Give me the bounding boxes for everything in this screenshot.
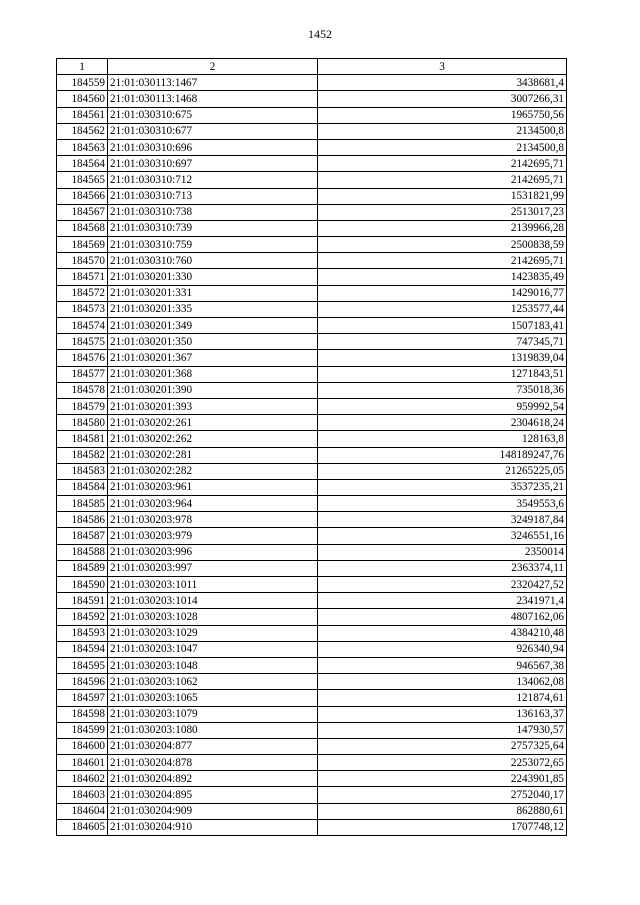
table-row [57,690,567,706]
cadastral-number-cell: 21:01:030203:996 [108,544,318,560]
cadastral-value-cell: 2341971,4 [318,593,567,609]
cadastral-value-cell: 926340,94 [318,641,567,657]
table-row [57,366,567,382]
column-header-3: 3 [318,59,567,75]
cadastral-number-cell: 21:01:030203:964 [108,496,318,512]
table-row [57,172,567,188]
row-number-cell: 184567 [57,204,108,220]
cadastral-value-cell: 1319839,04 [318,350,567,366]
cadastral-number-cell: 21:01:030310:712 [108,172,318,188]
cadastral-value-cell: 2363374,11 [318,560,567,576]
table-row [57,609,567,625]
table-row [57,75,567,91]
table-row [57,706,567,722]
table-row [57,123,567,139]
cadastral-value-cell: 2134500,8 [318,123,567,139]
cadastral-number-cell: 21:01:030204:878 [108,755,318,771]
cadastral-value-cell: 136163,37 [318,706,567,722]
table-row [57,560,567,576]
cadastral-number-cell: 21:01:030203:1028 [108,609,318,625]
cadastral-number-cell: 21:01:030204:877 [108,738,318,754]
row-number-cell: 184570 [57,253,108,269]
table-row [57,285,567,301]
cadastral-value-cell: 3537235,21 [318,479,567,495]
row-number-cell: 184586 [57,512,108,528]
cadastral-number-cell: 21:01:030203:961 [108,479,318,495]
row-number-cell: 184585 [57,496,108,512]
table-row [57,496,567,512]
cadastral-number-cell: 21:01:030310:759 [108,237,318,253]
cadastral-value-cell: 959992,54 [318,398,567,414]
row-number-cell: 184597 [57,690,108,706]
cadastral-value-cell: 2253072,65 [318,755,567,771]
table-row [57,269,567,285]
cadastral-number-cell: 21:01:030204:892 [108,771,318,787]
cadastral-number-cell: 21:01:030310:713 [108,188,318,204]
table-row [57,593,567,609]
table-row [57,91,567,107]
cadastral-value-cell: 3246551,16 [318,528,567,544]
cadastral-value-cell: 1531821,99 [318,188,567,204]
table-row [57,787,567,803]
cadastral-value-cell: 147930,57 [318,722,567,738]
row-number-cell: 184598 [57,706,108,722]
cadastral-value-cell: 3438681,4 [318,75,567,91]
cadastral-value-cell: 2752040,17 [318,787,567,803]
row-number-cell: 184574 [57,318,108,334]
row-number-cell: 184580 [57,415,108,431]
row-number-cell: 184595 [57,657,108,673]
cadastral-value-cell: 2142695,71 [318,156,567,172]
cadastral-number-cell: 21:01:030203:1062 [108,674,318,690]
cadastral-number-cell: 21:01:030310:697 [108,156,318,172]
cadastral-value-cell: 3007266,31 [318,91,567,107]
cadastral-value-cell: 862880,61 [318,803,567,819]
column-header-2: 2 [108,59,318,75]
cadastral-number-cell: 21:01:030202:261 [108,415,318,431]
table-row [57,431,567,447]
row-number-cell: 184568 [57,220,108,236]
cadastral-value-cell: 1507183,41 [318,318,567,334]
row-number-cell: 184573 [57,301,108,317]
table-row [57,139,567,155]
cadastral-value-cell: 747345,71 [318,334,567,350]
cadastral-number-cell: 21:01:030204:910 [108,819,318,835]
cadastral-number-cell: 21:01:030203:1014 [108,593,318,609]
cadastral-value-cell: 2134500,8 [318,139,567,155]
cadastral-value-cell: 128163,8 [318,431,567,447]
cadastral-value-cell: 735018,36 [318,382,567,398]
row-number-cell: 184560 [57,91,108,107]
cadastral-number-cell: 21:01:030201:368 [108,366,318,382]
cadastral-number-cell: 21:01:030201:335 [108,301,318,317]
table-row [57,755,567,771]
row-number-cell: 184576 [57,350,108,366]
row-number-cell: 184584 [57,479,108,495]
cadastral-value-cell: 3549553,6 [318,496,567,512]
cadastral-number-cell: 21:01:030113:1467 [108,75,318,91]
table-row [57,318,567,334]
table-row [57,220,567,236]
row-number-cell: 184571 [57,269,108,285]
table-row [57,156,567,172]
table-row [57,577,567,593]
cadastral-value-cell: 2513017,23 [318,204,567,220]
table-row [57,819,567,835]
table-row [57,738,567,754]
table-row [57,382,567,398]
row-number-cell: 184565 [57,172,108,188]
row-number-cell: 184577 [57,366,108,382]
row-number-cell: 184600 [57,738,108,754]
row-number-cell: 184578 [57,382,108,398]
row-number-cell: 184581 [57,431,108,447]
table-row [57,188,567,204]
row-number-cell: 184587 [57,528,108,544]
column-header-1: 1 [57,59,108,75]
row-number-cell: 184588 [57,544,108,560]
cadastral-value-cell: 946567,38 [318,657,567,673]
cadastral-value-cell: 1707748,12 [318,819,567,835]
table-row [57,544,567,560]
row-number-cell: 184562 [57,123,108,139]
cadastral-number-cell: 21:01:030203:1079 [108,706,318,722]
cadastral-number-cell: 21:01:030202:281 [108,447,318,463]
row-number-cell: 184561 [57,107,108,123]
cadastral-number-cell: 21:01:030310:738 [108,204,318,220]
cadastral-number-cell: 21:01:030203:1029 [108,625,318,641]
cadastral-value-cell: 121874,61 [318,690,567,706]
cadastral-number-cell: 21:01:030201:393 [108,398,318,414]
cadastral-number-cell: 21:01:030201:330 [108,269,318,285]
row-number-cell: 184593 [57,625,108,641]
table-row [57,722,567,738]
table-row [57,253,567,269]
table-row [57,625,567,641]
cadastral-number-cell: 21:01:030310:677 [108,123,318,139]
table-row [57,674,567,690]
row-number-cell: 184601 [57,755,108,771]
cadastral-number-cell: 21:01:030203:979 [108,528,318,544]
cadastral-number-cell: 21:01:030310:696 [108,139,318,155]
cadastral-number-cell: 21:01:030201:367 [108,350,318,366]
row-number-cell: 184572 [57,285,108,301]
cadastral-value-cell: 4807162,06 [318,609,567,625]
cadastral-number-cell: 21:01:030203:1047 [108,641,318,657]
table-row [57,350,567,366]
cadastral-number-cell: 21:01:030201:390 [108,382,318,398]
row-number-cell: 184579 [57,398,108,414]
row-number-cell: 184602 [57,771,108,787]
row-number-cell: 184566 [57,188,108,204]
cadastral-number-cell: 21:01:030203:1080 [108,722,318,738]
cadastral-value-cell: 2500838,59 [318,237,567,253]
cadastral-value-cell: 3249187,84 [318,512,567,528]
row-number-cell: 184590 [57,577,108,593]
cadastral-number-cell: 21:01:030203:1065 [108,690,318,706]
row-number-cell: 184594 [57,641,108,657]
cadastral-value-cell: 1423835,49 [318,269,567,285]
row-number-cell: 184583 [57,463,108,479]
row-number-cell: 184605 [57,819,108,835]
cadastral-number-cell: 21:01:030203:1048 [108,657,318,673]
cadastral-number-cell: 21:01:030203:1011 [108,577,318,593]
page-number: 1452 [308,27,332,41]
cadastral-value-cell: 2304618,24 [318,415,567,431]
row-number-cell: 184589 [57,560,108,576]
cadastral-value-cell: 1271843,51 [318,366,567,382]
cadastral-number-cell: 21:01:030201:350 [108,334,318,350]
cadastral-value-cell: 2139966,28 [318,220,567,236]
table-row [57,463,567,479]
table-row [57,771,567,787]
cadastral-value-cell: 21265225,05 [318,463,567,479]
table-row [57,479,567,495]
row-number-cell: 184592 [57,609,108,625]
table-row [57,204,567,220]
table-header-row [57,59,567,75]
table-row [57,301,567,317]
table-row [57,528,567,544]
cadastral-value-cell: 134062,08 [318,674,567,690]
cadastral-value-cell: 1965750,56 [318,107,567,123]
cadastral-number-cell: 21:01:030310:760 [108,253,318,269]
cadastral-value-cell: 2142695,71 [318,253,567,269]
row-number-cell: 184596 [57,674,108,690]
row-number-cell: 184603 [57,787,108,803]
row-number-cell: 184599 [57,722,108,738]
table-row [57,512,567,528]
cadastral-number-cell: 21:01:030204:895 [108,787,318,803]
table-row [57,398,567,414]
cadastral-value-cell: 2350014 [318,544,567,560]
cadastral-value-cell: 1429016,77 [318,285,567,301]
row-number-cell: 184563 [57,139,108,155]
cadastral-value-table [56,58,567,836]
row-number-cell: 184575 [57,334,108,350]
table-row [57,107,567,123]
row-number-cell: 184591 [57,593,108,609]
cadastral-value-cell: 1253577,44 [318,301,567,317]
table-row [57,415,567,431]
row-number-cell: 184559 [57,75,108,91]
table-row [57,803,567,819]
table-row [57,237,567,253]
table-body [57,75,567,836]
cadastral-number-cell: 21:01:030201:349 [108,318,318,334]
cadastral-number-cell: 21:01:030202:282 [108,463,318,479]
table-row [57,641,567,657]
cadastral-value-cell: 2243901,85 [318,771,567,787]
cadastral-value-cell: 148189247,76 [318,447,567,463]
cadastral-number-cell: 21:01:030201:331 [108,285,318,301]
row-number-cell: 184564 [57,156,108,172]
cadastral-number-cell: 21:01:030310:675 [108,107,318,123]
cadastral-value-cell: 2320427,52 [318,577,567,593]
row-number-cell: 184604 [57,803,108,819]
cadastral-value-cell: 2142695,71 [318,172,567,188]
row-number-cell: 184582 [57,447,108,463]
cadastral-number-cell: 21:01:030203:997 [108,560,318,576]
cadastral-number-cell: 21:01:030203:978 [108,512,318,528]
row-number-cell: 184569 [57,237,108,253]
table-row [57,447,567,463]
cadastral-value-cell: 4384210,48 [318,625,567,641]
table-row [57,657,567,673]
cadastral-number-cell: 21:01:030204:909 [108,803,318,819]
cadastral-number-cell: 21:01:030202:262 [108,431,318,447]
cadastral-number-cell: 21:01:030113:1468 [108,91,318,107]
cadastral-number-cell: 21:01:030310:739 [108,220,318,236]
table-row [57,334,567,350]
cadastral-value-cell: 2757325,64 [318,738,567,754]
